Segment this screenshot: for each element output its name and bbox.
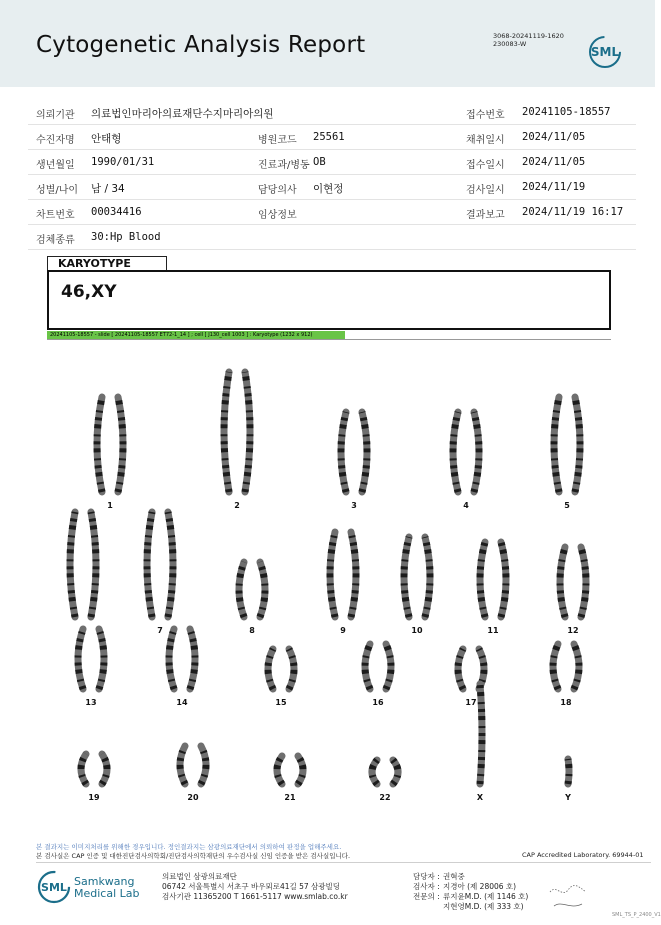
label-clinical-info: 임상정보	[258, 210, 297, 221]
chromosome-label: 20	[187, 793, 199, 802]
label-receipt-date: 접수일시	[466, 160, 505, 171]
chromosome-pair-19	[81, 754, 107, 784]
staff-row: 검사자 : 지경아 (제 28006 호)	[413, 882, 517, 891]
document-version: SML_TS_P_2400_V1	[612, 912, 661, 918]
label-chart-number: 차트번호	[36, 210, 75, 221]
label-department: 진료과/병동	[258, 160, 310, 171]
chromosome-label: 16	[372, 698, 384, 707]
signature	[548, 880, 588, 912]
label-hospital-code: 병원코드	[258, 135, 297, 146]
staff-row: 전문의 : 류지윤M.D. (제 1146 호)	[413, 892, 529, 901]
chromosome-label: 15	[275, 698, 287, 707]
info-row-3	[28, 150, 636, 175]
report-header	[0, 0, 655, 87]
value-patient-name: 안태형	[91, 133, 122, 145]
karyogram-caption: 20241105-18557 - slide [ 20241105-18557 ET72-1_14 ] ; cell [ J130_cell 1003 ] : Karyotype (1232 x 912)	[47, 331, 345, 339]
label-test-date: 검사일시	[466, 185, 505, 196]
samkwang-name	[74, 876, 140, 900]
info-row-6	[28, 225, 636, 250]
value-sex-age: 남 / 34	[91, 183, 125, 195]
chromosome-pair-8	[239, 562, 265, 617]
staff-row: 지현영M.D. (제 333 호)	[443, 902, 524, 911]
report-title: Cytogenetic Analysis Report	[36, 32, 366, 58]
label-specimen-type: 검체종류	[36, 235, 75, 246]
org-name: 의료법인 삼광의료재단	[162, 872, 237, 881]
samkwang-logo	[36, 869, 72, 909]
chromosome-label: 11	[487, 626, 499, 635]
chromosome-label: 12	[567, 626, 579, 635]
chromosome-pair-y	[568, 759, 569, 784]
karyogram-image	[40, 350, 615, 810]
chromosome-label: 6	[80, 626, 86, 635]
chromosome-label: 10	[411, 626, 423, 635]
patient-info-table	[28, 100, 636, 250]
value-receipt-date: 2024/11/05	[522, 156, 586, 168]
value-doctor: 이현정	[313, 183, 344, 195]
org-phone: 검사기관 11365200 T 1661-5117 www.smlab.co.kr	[162, 892, 348, 901]
chromosome-pair-12	[560, 547, 586, 617]
samkwang-logo-icon	[36, 869, 72, 905]
karyotype-result: 46,XY	[61, 282, 117, 302]
chromosome-pair-5	[554, 397, 580, 492]
info-row-5	[28, 200, 636, 225]
chromosome-pair-13	[78, 629, 104, 689]
label-sex-age: 성별/나이	[36, 185, 79, 196]
report-code-line1: 3068-20241119-1620	[493, 32, 564, 40]
chromosome-label: 3	[351, 501, 357, 510]
staff-row: 담당자 : 권혁중	[413, 872, 465, 881]
chromosome-pair-20	[180, 746, 206, 784]
accreditation-notice: 본 검사실은 CAP 인증 및 대한진단검사의학회/진단검사의학재단의 우수검사실 신임 인증을 받은 검사실입니다.	[36, 852, 351, 860]
value-requesting-institution: 의료법인마리아의료재단수지마리아의원	[91, 108, 274, 120]
value-chart-number: 00034416	[91, 206, 142, 218]
chromosome-pair-9	[330, 532, 356, 617]
label-doctor: 담당의사	[258, 185, 297, 196]
chromosome-pair-21	[277, 756, 303, 784]
label-receipt-number: 접수번호	[466, 110, 505, 121]
value-collection-date: 2024/11/05	[522, 131, 586, 143]
disclaimer-notice: 본 결과지는 이미지처리를 위해한 경우입니다. 정인결과지는 삼광의료재단에서 의뢰하여 판정을 업해주세요.	[36, 843, 342, 851]
chromosome-label: 2	[234, 501, 240, 510]
chromosome-label: 5	[564, 501, 570, 510]
label-patient-name: 수진자명	[36, 135, 75, 146]
chromosome-pair-15	[268, 649, 294, 689]
report-code-line2: 230083-W	[493, 40, 527, 48]
chromosome-pair-14	[169, 629, 195, 689]
info-row-1	[28, 100, 636, 125]
chromosome-pair-16	[365, 644, 391, 689]
chromosome-label: 4	[463, 501, 469, 510]
value-test-date: 2024/11/19	[522, 181, 586, 193]
chromosome-label: 19	[88, 793, 100, 802]
chromosome-label: 9	[340, 626, 346, 635]
sml-logo	[588, 35, 622, 69]
chromosome-pair-18	[553, 644, 579, 689]
chromosome-label: 13	[85, 698, 97, 707]
company-info	[162, 872, 348, 902]
chromosome-pair-x	[480, 684, 482, 784]
footer-divider	[36, 862, 651, 863]
chromosome-pair-22	[372, 760, 398, 784]
chromosome-label: 14	[176, 698, 188, 707]
value-specimen-type: 30:Hp Blood	[91, 231, 161, 243]
cap-accreditation: CAP Accredited Laboratory. 69944-01	[522, 851, 644, 859]
company-line2: Medical Lab	[74, 887, 140, 900]
label-report-date: 결과보고	[466, 210, 505, 221]
value-hospital-code: 25561	[313, 131, 345, 143]
info-row-2	[28, 125, 636, 150]
chromosome-label: 18	[560, 698, 572, 707]
chromosome-label: 8	[249, 626, 255, 635]
chromosome-label: Y	[565, 793, 571, 802]
value-department: OB	[313, 156, 326, 168]
staff-info	[413, 872, 528, 912]
chromosome-label: 21	[284, 793, 296, 802]
chromosome-label: 17	[465, 698, 477, 707]
chromosome-pair-4	[453, 412, 479, 492]
org-address: 06742 서울특별시 서초구 바우뫼로41길 57 삼광빌딩	[162, 882, 341, 891]
karyotype-tab: KARYOTYPE	[47, 256, 167, 270]
chromosome-pair-11	[480, 542, 506, 617]
chromosome-pair-6	[70, 512, 96, 617]
label-collection-date: 채취일시	[466, 135, 505, 146]
chromosome-pair-3	[341, 412, 367, 492]
chromosome-label: 7	[157, 626, 163, 635]
sml-logo-text: SML	[590, 45, 620, 59]
info-row-4	[28, 175, 636, 200]
value-report-date: 2024/11/19 16:17	[522, 206, 624, 218]
value-receipt-number: 20241105-18557	[522, 106, 611, 118]
chromosome-label: 22	[379, 793, 391, 802]
samkwang-logo-text: SML	[41, 881, 67, 894]
chromosome-label: X	[476, 793, 484, 802]
chromosome-label: 1	[107, 501, 113, 510]
chromosome-pair-10	[404, 537, 430, 617]
chromosome-pair-2	[224, 372, 250, 492]
value-birth-date: 1990/01/31	[91, 156, 155, 168]
label-birth-date: 생년월일	[36, 160, 75, 171]
label-requesting-institution: 의뢰기관	[36, 110, 75, 121]
karyotype-result-box	[47, 270, 611, 330]
chromosome-pair-1	[97, 397, 123, 492]
chromosome-pair-7	[147, 512, 173, 617]
karyogram-caption-bar	[47, 331, 611, 340]
company-line1: Samkwang	[74, 875, 135, 888]
